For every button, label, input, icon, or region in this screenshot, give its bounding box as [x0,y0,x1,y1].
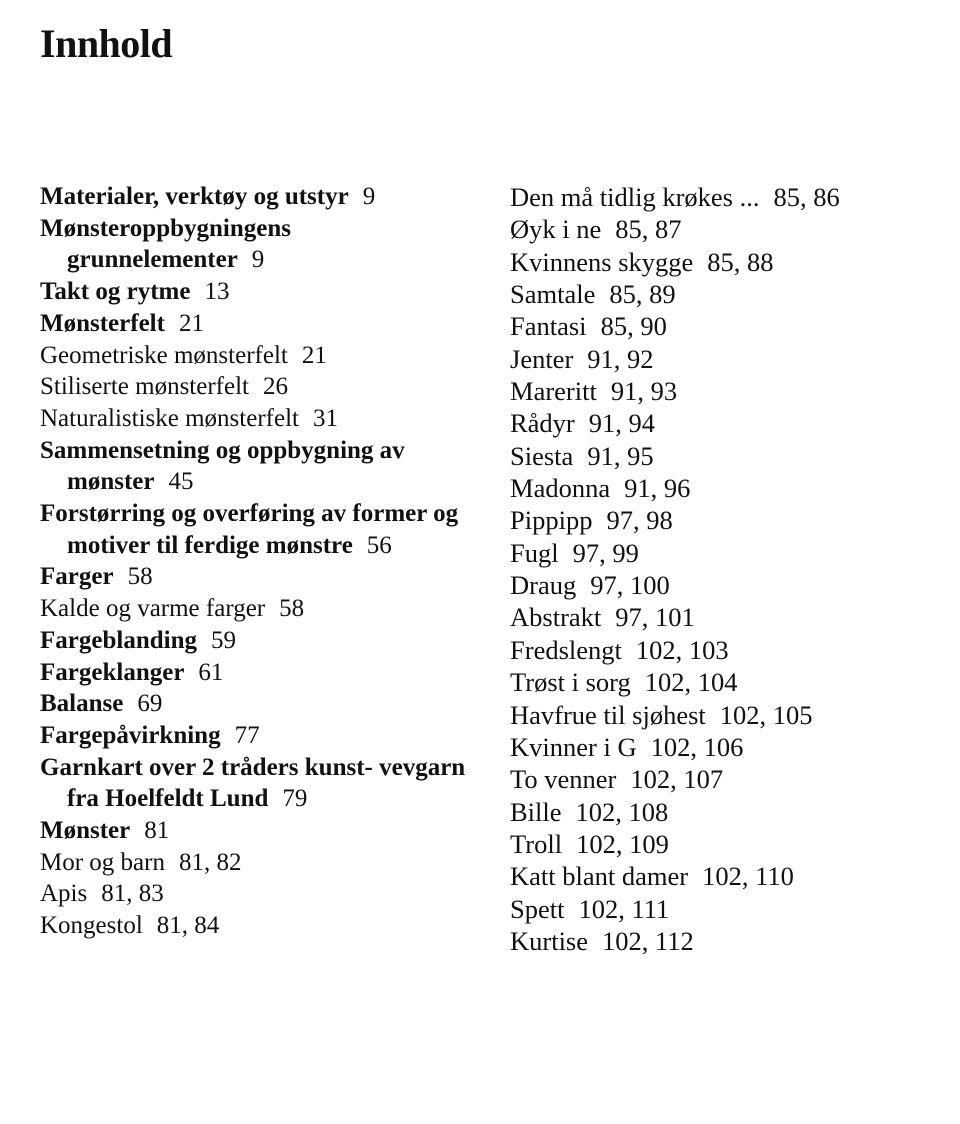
toc-entry-title: Naturalistiske mønsterfelt [40,404,299,432]
toc-entry-title: Den må tidlig krøkes ... [510,182,760,212]
toc-entry [40,403,495,435]
toc-entry-pages: 77 [234,721,260,749]
toc-entry-title: Farger [40,563,114,591]
toc-entry-title: Madonna [510,473,611,504]
toc-entry [40,498,497,561]
toc-entry [510,634,950,666]
toc-entry [40,878,495,910]
toc-entry-pages: 81 [144,817,170,845]
toc-entry [40,752,487,815]
toc-entry-pages: 91, 95 [587,440,654,471]
toc-entry-pages: 61 [198,658,224,686]
toc-entry-pages: 102, 107 [630,764,724,795]
toc-entry [40,910,495,942]
toc-entry-title: Rådyr [510,408,575,439]
toc-entry-title: Spett [510,893,565,924]
toc-entry [40,815,495,847]
toc-entry [510,504,950,536]
toc-entry-pages: 21 [178,309,204,337]
toc-entry-title: Materialer, verktøy og utstyr [40,183,349,210]
toc-entry-title: Samtale [510,279,596,310]
toc-entry-title: Apis [40,880,88,908]
toc-entry [510,699,950,731]
toc-entry-title: Balanse [40,690,124,718]
toc-entry-pages: 9 [362,183,376,210]
toc-entry [510,601,950,633]
toc-entry-pages: 91, 92 [587,343,654,374]
toc-entry [40,847,495,879]
toc-entry [40,340,495,372]
toc-entry-pages: 102, 108 [575,796,669,827]
toc-entry [510,407,950,439]
toc-entry-pages: 31 [312,404,338,432]
toc-entry-title: Mønster [40,817,131,845]
toc-entry [510,181,950,213]
toc-entry [510,310,950,342]
toc-entry-pages: 91, 96 [624,473,691,504]
toc-entry-pages: 9 [251,246,265,274]
toc-entry [510,343,950,375]
toc-entry-title: Forstørring og overføring av former og motiver til ferdige mønstre [40,500,459,559]
toc-entry [40,371,495,403]
toc-entry-title: Kalde og varme farger [40,595,266,623]
toc-entry [40,276,495,308]
toc-entry-pages: 102, 110 [702,861,794,892]
toc-entry [510,860,950,892]
toc-entry [40,181,495,213]
toc-entry-title: Geometriske mønsterfelt [40,341,288,369]
toc-entry-title: Kvinner i G [510,731,637,762]
toc-entry-pages: 81, 82 [178,848,242,876]
toc-entry [40,720,495,752]
toc-entry-title: Mareritt [510,376,597,407]
toc-entry-pages: 102, 112 [602,925,694,956]
toc-entry-pages: 85, 90 [600,311,667,342]
toc-entry-pages: 97, 100 [590,570,670,601]
toc-entry-pages: 21 [301,341,327,369]
toc-entry-title: Pippipp [510,505,593,536]
toc-entry-title: Fargeblanding [40,626,197,654]
toc-entry-pages: 97, 101 [615,602,695,633]
toc-entry-pages: 58 [279,595,305,623]
toc-entry-pages: 91, 94 [588,408,656,439]
toc-entry-pages: 81, 83 [101,880,164,908]
toc-entry-pages: 85, 87 [615,214,682,245]
toc-entry-pages: 13 [204,278,230,306]
toc-entry [510,731,950,763]
toc-entry-pages: 56 [366,531,392,559]
toc-entry-title: To venner [510,764,617,795]
toc-entry-pages: 97, 99 [572,537,639,568]
toc-entry-pages: 26 [262,373,288,401]
toc-entry-pages: 102, 109 [576,828,669,859]
toc-entry-pages: 97, 98 [606,505,673,536]
toc-entry-pages: 102, 103 [635,634,729,665]
toc-entry [510,537,950,569]
toc-entry [40,688,495,720]
toc-entry-title: Takt og rytme [40,278,191,306]
toc-entry-title: Kongestol [40,912,143,940]
toc-entry [40,625,495,657]
toc-entry [510,375,950,407]
toc-entry-title: Bille [510,796,562,827]
toc-entry-title: Fargepåvirkning [40,721,221,749]
toc-entry-pages: 85, 86 [773,182,840,212]
toc-entry-title: Draug [510,570,577,601]
toc-entry-title: Trøst i sorg [510,667,631,698]
toc-entry-pages: 102, 106 [650,731,744,762]
toc-entry-title: Mønsterfelt [40,309,165,337]
toc-entry [510,278,950,310]
toc-entry [510,763,950,795]
toc-right-column [510,181,950,957]
toc-entry-title: Stiliserte mønsterfelt [40,373,249,401]
toc-entry-title: Fredslengt [510,634,622,665]
toc-entry-title: Jenter [510,343,574,374]
toc-entry [510,246,950,278]
toc-entry-pages: 81, 84 [156,912,220,940]
toc-entry-pages: 85, 88 [707,246,774,277]
toc-entry-title: Fugl [510,537,559,568]
toc-entry [510,666,950,698]
toc-entry [510,440,950,472]
toc-entry-pages: 59 [210,626,236,654]
toc-entry-title: Fantasi [510,311,587,342]
toc-entry-title: Garnkart over 2 tråders kunst- vevgarn fra Hoelfeldt Lund [40,753,466,813]
toc-entry [40,561,495,593]
toc-entry-title: Katt blant damer [510,861,689,892]
toc-entry [510,213,950,245]
toc-entry-title: Øyk i ne [510,214,602,245]
toc-entry-title: Mor og barn [40,848,165,876]
toc-entry-title: Troll [510,828,563,859]
toc-entry-pages: 58 [127,563,153,591]
toc-entry-title: Kvinnens skygge [510,246,694,277]
toc-entry-pages: 102, 111 [578,893,670,924]
toc-entry-pages: 85, 89 [609,279,676,310]
toc-entry-pages: 69 [137,690,163,718]
toc-entry-pages: 45 [168,468,194,496]
toc-entry [40,213,367,276]
toc-entry-title: Sammensetning og oppbygning av mønster [40,436,405,496]
toc-entry-title: Mønsteroppbygningens grunnelementer [40,214,291,274]
toc-entry-title: Fargeklanger [40,658,185,686]
toc-entry-title: Abstrakt [510,602,602,633]
toc-entry-title: Havfrue til sjøhest [510,699,706,730]
toc-entry-pages: 102, 104 [644,667,738,698]
toc-entry-title: Siesta [510,440,574,471]
toc-entry-pages: 91, 93 [610,376,678,407]
toc-entry [510,893,950,925]
toc-entry [510,569,950,601]
toc-entry [510,925,950,957]
toc-entry [40,435,487,498]
toc-entry-pages: 79 [282,785,308,813]
toc-entry-title: Kurtise [510,925,589,956]
toc-entry-pages: 102, 105 [719,699,813,730]
toc-entry [40,593,495,625]
toc-entry [510,472,950,504]
toc-entry [510,828,950,860]
toc-entry [510,796,950,828]
toc-left-column [40,181,495,942]
toc-entry [40,308,495,340]
toc-entry [40,657,495,689]
page-title: Innhold [40,21,173,66]
